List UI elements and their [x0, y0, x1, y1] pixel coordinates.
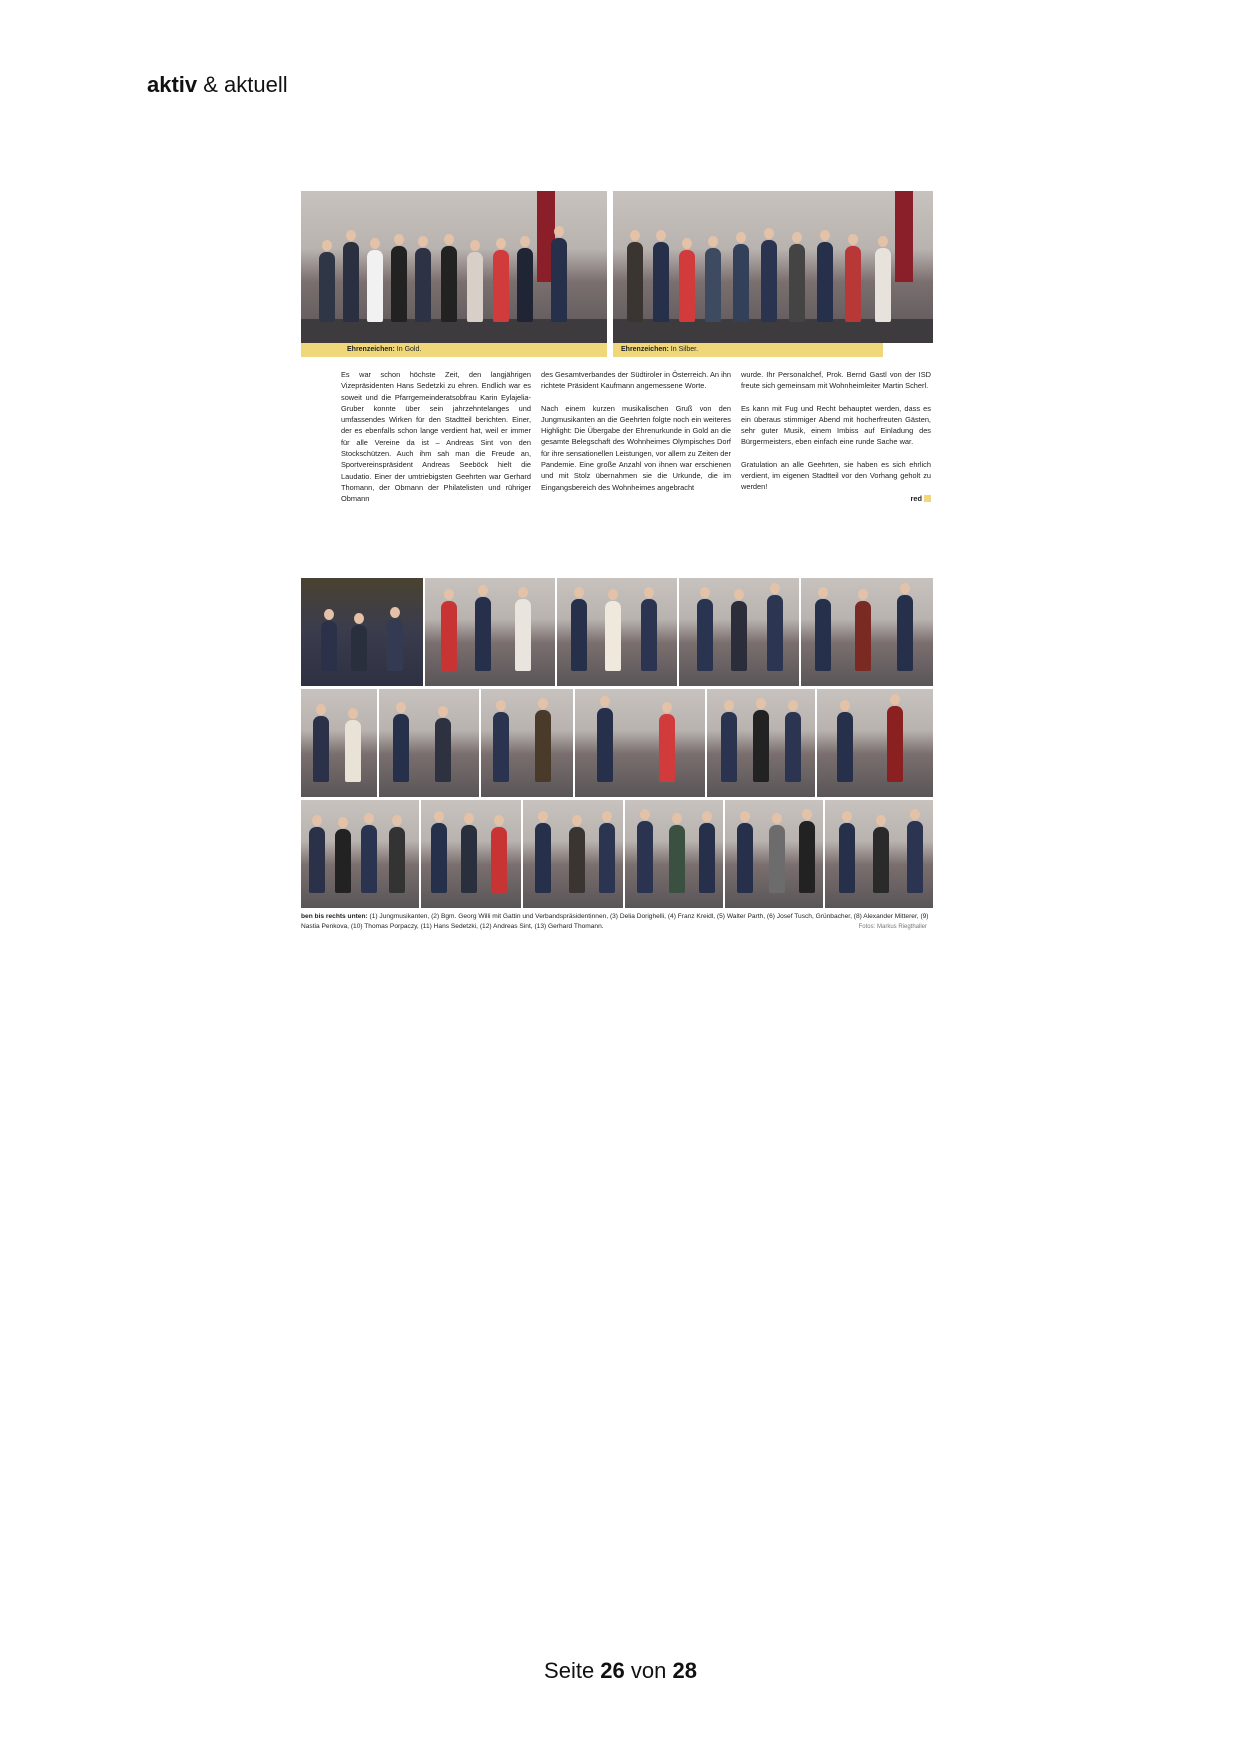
signature-marker: [924, 495, 931, 502]
photo-13: [421, 800, 521, 908]
photo-8: [481, 689, 573, 797]
paragraph: Es kann mit Fug und Recht behauptet werden, dass es ein überaus stimmiger Abend mit hocherfreuten Gästen, sehr guter Musik, einem Imbiss auf Einladung des Bürgermeisters, eben einfach eine runde Sache war.: [741, 403, 931, 447]
signature: red: [910, 493, 922, 503]
paragraph: Nach einem kurzen musikalischen Gruß von den Jungmusikanten an die Geehrten folgte noch ein weiteres Highlight: Die Übergabe der Ehrenurkunde in Gold an die gesamte Belegschaft des Wohnheimes Olympisches Dorf für ihre sensationellen Leistungen, vor allem zu Zeiten der Pandemie. Eine große Anzahl von ihnen war erschienen und mit Stolz übernahmen sie die Urkunde, die im Eingangsbereich des Wohnheimes angebracht: [541, 403, 731, 492]
photo-14: [523, 800, 623, 908]
current-page: 26: [600, 1658, 625, 1683]
photo-17: [825, 800, 933, 908]
photo-16: [725, 800, 823, 908]
photo-3: [557, 578, 677, 686]
photo-6: [301, 689, 377, 797]
photo-row-2: [301, 689, 933, 797]
article-clipping: [301, 191, 933, 935]
paragraph: Es war schon höchste Zeit, den langjährigen Vizepräsidenten Hans Sedetzki zu ehren. Endlich war es soweit und die Pfarrgemeinderatsobfrau Karin Eylajelia-Gruber konnte über sein jahrzehntelanges und umfassendes Wirken für den Stadtteil berichten. Einer, der es ebenfalls schon lange verdient hat, weil er immer für alle Vereine da ist – Andreas Sint von den Stockschützen. Auch ihm sah man die Freude an, Sportvereinspräsident Andreas Seeböck hielt die Laudatio. Einer der umtriebigsten Geehrten war Gerhard Thomann, der Obmann der Philatelisten und rühriger Obmann: [341, 370, 531, 504]
photo-9: [575, 689, 705, 797]
paragraph: Gratulation an alle Geehrten, sie haben es sich ehrlich verdient, im eigenen Stadtteil vor den Vorhang geholt zu werden!: [741, 459, 931, 492]
text-column-2: [541, 369, 731, 504]
photo-7: [379, 689, 479, 797]
article-columns: [341, 369, 933, 569]
header-rest: & aktuell: [197, 72, 288, 97]
total-pages: 28: [672, 1658, 697, 1683]
photo-credit: Fotos: Markus Riegthaller: [858, 924, 927, 930]
photo-caption-text: (1) Jungmusikanten, (2) Bgm. Georg Willi mit Gattin und Verbandspräsidentinnen, (3) Delia Dorighelli, (4) Franz Kreidl, (5) Walter Parth, (6) Josef Tusch, Grünbacher, (8) Alexander Mitterer, (9) Nastia Penkova, (10) Thomas Porpaczy, (11) Hans Sedetzki, (12) Andreas Sint, (13) Gerhard Thomann.: [301, 913, 929, 930]
photo-5: [801, 578, 933, 686]
photo-row-1: [301, 578, 933, 686]
signature-line: [741, 493, 931, 504]
photo-silver-group: [613, 191, 933, 343]
text-column-1: [341, 369, 531, 516]
header-bold: aktiv: [147, 72, 198, 97]
photo-row-3: [301, 800, 933, 908]
paragraph: des Gesamtverbandes der Südtiroler in Österreich. An ihn richtete Präsident Kaufmann angemessene Worte.: [541, 370, 731, 391]
photo-2: [425, 578, 555, 686]
caption-gold: Ehrenzeichen: In Gold.: [301, 343, 607, 357]
photo-caption: [301, 912, 933, 932]
caption-silver: Ehrenzeichen: In Silber.: [613, 343, 883, 357]
photo-10: [707, 689, 815, 797]
paragraph: wurde. Ihr Personalchef, Prok. Bernd Gastl von der ISD freute sich gemeinsam mit Wohnheimleiter Martin Scherl.: [741, 370, 931, 391]
section-header: [147, 72, 288, 98]
photo-15: [625, 800, 723, 908]
photo-4: [679, 578, 799, 686]
photo-caption-lead: ben bis rechts unten:: [301, 913, 368, 920]
photo-gold-group: [301, 191, 607, 343]
photo-12: [301, 800, 419, 908]
photo-11: [817, 689, 933, 797]
page-footer: Seite 26 von 28: [544, 1658, 697, 1683]
photo-1: [301, 578, 423, 686]
text-column-3: [741, 369, 931, 504]
